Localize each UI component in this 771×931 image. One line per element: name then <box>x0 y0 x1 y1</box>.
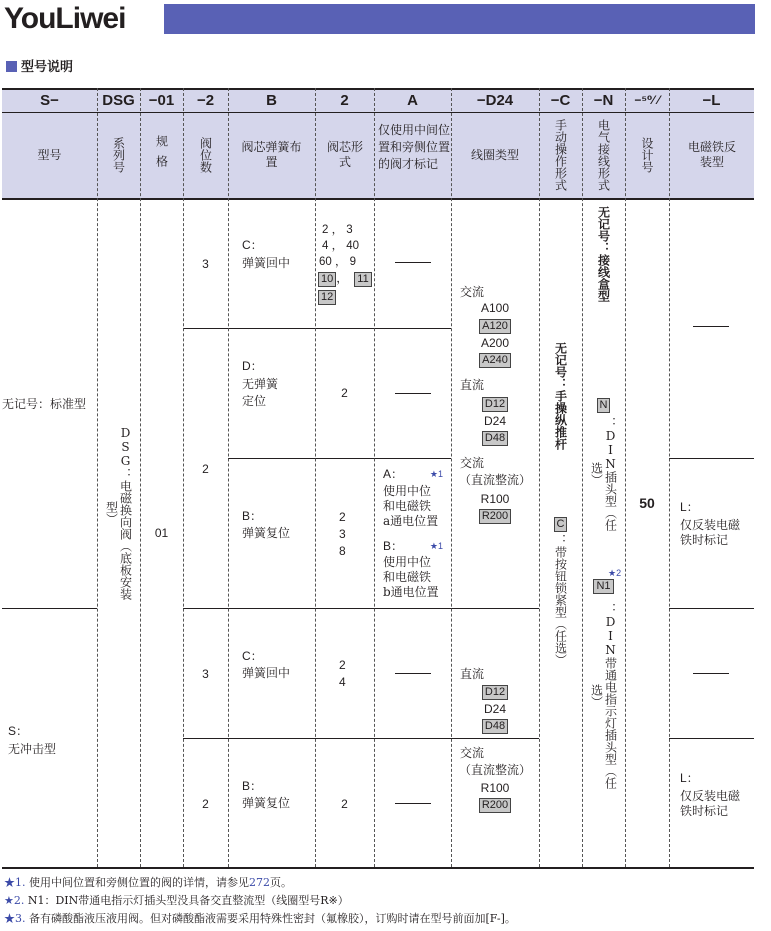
header-spool: 阀芯形式 <box>326 140 363 169</box>
elec-none: 无记号：接线盒型 <box>596 206 611 302</box>
r1-positions: 3 <box>202 256 209 271</box>
coil1-d24: D24 <box>483 414 506 428</box>
code-size: −01 <box>148 91 175 109</box>
coil2-d12: D12 <box>482 685 508 700</box>
r1-spring-label: 弹簧回中 <box>242 256 291 270</box>
manual-c-desc: ：带按钮锁紧型（任选） <box>553 534 568 666</box>
header-a: 仅使用中间位置和旁侧位置的阀才标记 <box>378 123 451 171</box>
coil1-r200: R200 <box>479 509 511 524</box>
header-type: 型号 <box>37 147 62 162</box>
code-reverse: −L <box>702 91 721 109</box>
square-icon <box>6 61 17 72</box>
r4-spool-4: 4 <box>339 675 346 689</box>
manual-none: 无记号：手操纵推杆 <box>553 342 568 450</box>
col-line <box>374 88 375 867</box>
r4-positions: 3 <box>202 666 209 681</box>
header-manual: 手动操作形式 <box>553 119 568 191</box>
elec-n-desc: ：DIN插头型（任选） <box>589 417 618 531</box>
r3-positions: 2 <box>202 461 209 476</box>
col-line <box>228 88 229 867</box>
coil2-d24: D24 <box>483 702 506 716</box>
r1-spring-code: C： <box>242 238 263 252</box>
series-value: DSG：电磁换向阀（底板安装型） <box>104 426 133 600</box>
r3-b-code: B： <box>383 539 404 553</box>
note-1-page-link[interactable]: 272 <box>249 876 270 889</box>
section-title-text: 型号说明 <box>21 59 74 74</box>
header-line <box>2 198 754 200</box>
r3-b-line2: 使用中位 <box>383 555 432 569</box>
header-coil: 线圈类型 <box>470 147 519 162</box>
coil1-d48: D48 <box>482 431 508 446</box>
col-line <box>315 88 316 867</box>
r5-positions: 2 <box>202 796 209 811</box>
elec-n1-desc: ：DIN带通电指示灯插头型（任选） <box>589 603 618 789</box>
header-positions: 阀位数 <box>198 137 213 173</box>
rev-r1-dash <box>693 326 729 327</box>
r1-none-dash <box>395 262 431 263</box>
r2-spring-label2: 定位 <box>242 394 267 408</box>
r1-spool-sep: ， <box>336 271 349 285</box>
star-icon: ★2 <box>608 568 622 578</box>
coil2-d48: D48 <box>482 719 508 734</box>
header-series: 系列号 <box>111 137 126 173</box>
row-divider-rev-1 <box>669 458 754 459</box>
coil1-acr: 交流 <box>460 456 485 470</box>
manual-box-c: C <box>554 517 568 532</box>
brand-logo: YouLiwei <box>4 2 126 35</box>
coil2-r100: R100 <box>480 781 510 795</box>
star-icon: ★1 <box>429 469 443 479</box>
r4-none-dash <box>395 673 431 674</box>
coil2-r200: R200 <box>479 798 511 813</box>
row-divider-3 <box>183 608 539 609</box>
r1-spool-line3: 60 ， 9 <box>319 256 357 268</box>
header-bar <box>164 4 755 34</box>
code-positions: −2 <box>196 91 215 109</box>
r1-spool-line1: 2 ， 3 <box>322 224 353 236</box>
design-value: 50 <box>639 494 655 511</box>
r1-spool-line2: 4 ， 40 <box>322 240 360 252</box>
size-value: 01 <box>154 525 169 540</box>
header-design: 设计号 <box>640 137 654 173</box>
header-elec: 电气接线形式 <box>596 119 611 191</box>
row-divider-rev-2 <box>669 608 754 609</box>
header-reverse: 电磁铁反装型 <box>687 140 736 169</box>
code-manual: −C <box>550 91 571 109</box>
code-elec: −N <box>593 91 614 109</box>
code-coil: −D24 <box>476 91 514 109</box>
row-divider-4 <box>183 738 539 739</box>
header-size: 规格 <box>154 135 169 175</box>
type-s-label: 无冲击型 <box>8 742 57 756</box>
note-2 <box>4 894 349 908</box>
note-3 <box>4 912 516 926</box>
r3-b-line3: 和电磁铁 <box>383 570 432 584</box>
elec-box-n1: N1 <box>593 579 613 594</box>
r3-spool-8: 8 <box>339 544 346 558</box>
coil1-a200: A200 <box>480 336 510 350</box>
r3-spool-3: 3 <box>339 527 346 541</box>
r3-spool-2: 2 <box>339 510 346 524</box>
header-spring: 阀芯弹簧布置 <box>241 140 302 169</box>
rev-r3-code: L： <box>680 500 699 514</box>
section-title <box>6 59 73 75</box>
r3-a-line2: 使用中位 <box>383 484 432 498</box>
star-icon: ★1 <box>429 541 443 551</box>
row-divider-2 <box>228 458 451 459</box>
coil2-acr: 交流 <box>460 746 485 760</box>
code-type: S− <box>40 91 59 109</box>
r5-none-dash <box>395 803 431 804</box>
code-design: −⁵⁰⁄ ⁄ <box>634 92 660 107</box>
r1-spool-box-10: 10 <box>318 272 336 287</box>
r5-spring-label: 弹簧复位 <box>242 796 291 810</box>
r3-b-line4: b通电位置 <box>383 585 439 599</box>
r4-spring-code: C： <box>242 649 263 663</box>
r2-spool: 2 <box>341 385 348 400</box>
coil1-d12: D12 <box>482 397 508 412</box>
col-line <box>625 88 626 867</box>
row-divider-rev-3 <box>669 738 754 739</box>
r5-spring-code: B： <box>242 779 263 793</box>
rev-r5-code: L： <box>680 771 699 785</box>
row-divider-1 <box>183 328 451 329</box>
note-3-text: 备有磷酸酯液压液用阀。但对磷酸酯液需要采用特殊性密封（氟橡胶），订购时请在型号前面加[F-]。 <box>29 912 516 925</box>
r1-spool-box-11: 11 <box>354 272 371 287</box>
col-line <box>669 88 670 867</box>
type-s-code: S： <box>8 724 29 738</box>
note-1-tail: 页。 <box>270 876 292 889</box>
coil1-ac: 交流 <box>460 285 485 299</box>
coil1-r100: R100 <box>480 492 510 506</box>
type-standard: 无记号：标准型 <box>2 397 87 411</box>
note-1-text: 使用中间位置和旁侧位置的阀的详情，请参见 <box>29 876 249 889</box>
r2-none-dash <box>395 393 431 394</box>
r2-spring-code: D： <box>242 359 263 373</box>
note-3-star: ★3. <box>4 912 26 925</box>
row-divider-type <box>2 608 97 609</box>
coil1-acr-rect: （直流整流） <box>458 473 531 487</box>
rev-r4-dash <box>693 673 729 674</box>
rev-r3-label: 仅反装电磁铁时标记 <box>680 518 741 547</box>
r3-a-line3: 和电磁铁 <box>383 499 432 513</box>
coil2-acr-rect: （直流整流） <box>458 763 531 777</box>
code-a: A <box>407 91 418 109</box>
r3-spring-label: 弹簧复位 <box>242 526 291 540</box>
r1-spool-box-12: 12 <box>318 290 336 305</box>
r3-spring-code: B： <box>242 509 263 523</box>
coil2-dc: 直流 <box>460 667 485 681</box>
rev-r5-label: 仅反装电磁铁时标记 <box>680 789 741 818</box>
table-bottom-line <box>2 867 754 869</box>
code-series: DSG <box>102 91 135 109</box>
r4-spool-2: 2 <box>339 658 346 672</box>
note-2-text: N1：DIN带通电指示灯插头型没具备交直整流型（线圈型号R※） <box>27 894 349 907</box>
coil1-a100: A100 <box>480 301 510 315</box>
note-1-star: ★1. <box>4 876 26 889</box>
r3-a-line4: a通电位置 <box>383 514 439 528</box>
elec-box-n: N <box>597 398 611 413</box>
r5-spool: 2 <box>341 796 348 811</box>
code-spool: 2 <box>340 91 349 109</box>
coil1-a240: A240 <box>479 353 511 368</box>
col-line <box>140 88 141 867</box>
r4-spring-label: 弹簧回中 <box>242 666 291 680</box>
r2-spring-label1: 无弹簧 <box>242 377 279 391</box>
coil1-a120: A120 <box>479 319 511 334</box>
coil1-dc: 直流 <box>460 378 485 392</box>
note-2-star: ★2. <box>4 894 25 907</box>
note-1 <box>4 876 292 890</box>
code-spring: B <box>266 91 277 109</box>
r3-a-code: A： <box>383 467 404 481</box>
